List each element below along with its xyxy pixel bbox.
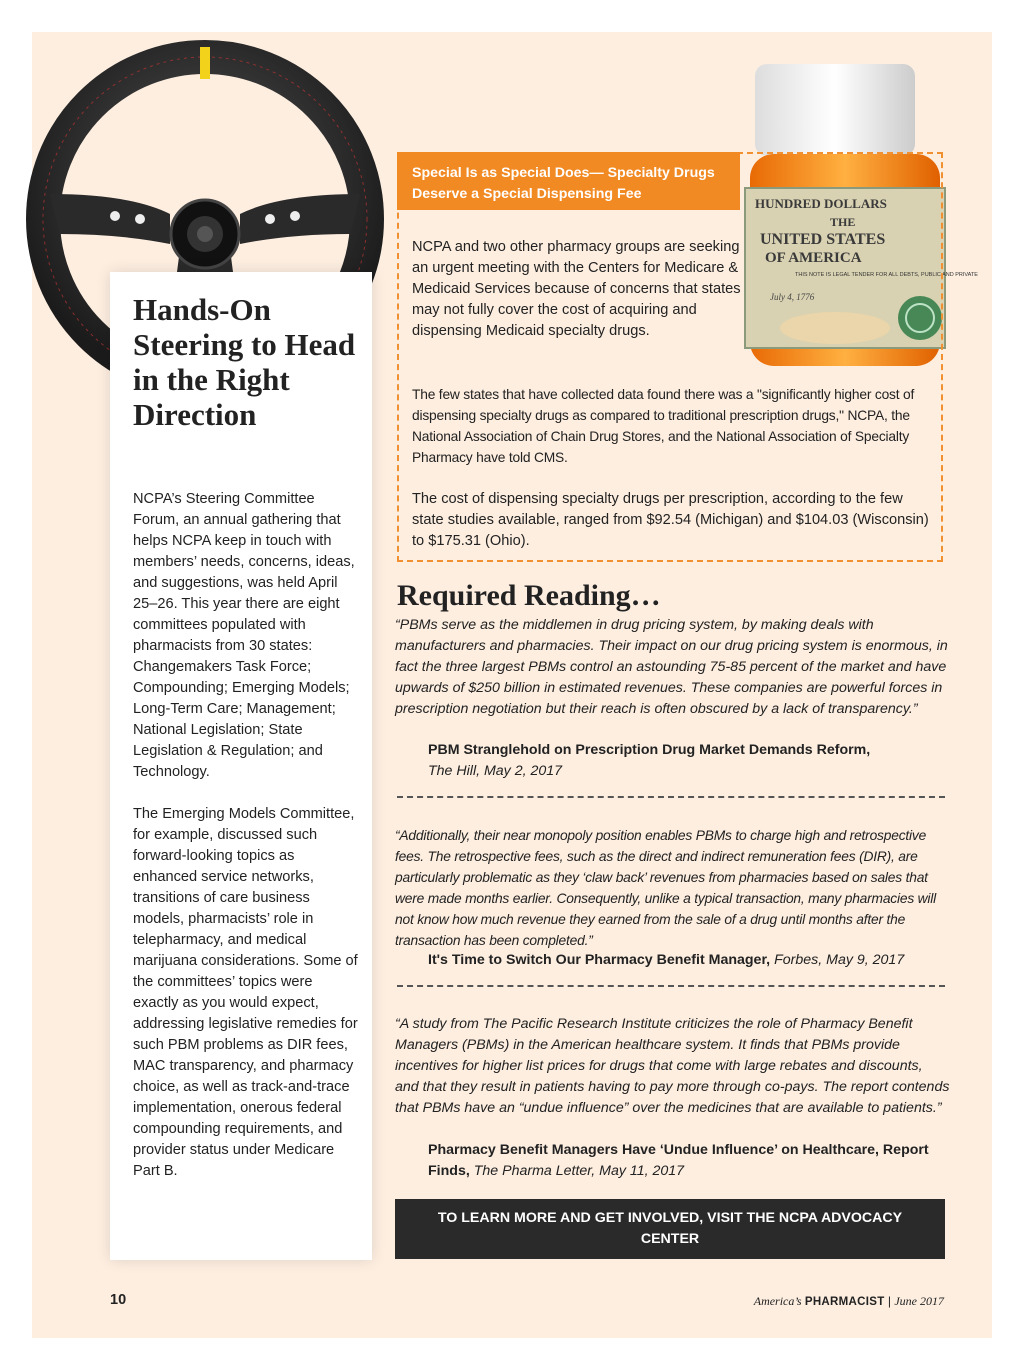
magazine-prefix: America’s [753,1294,802,1308]
bill-text-6: July 4, 1776 [770,292,815,302]
quote-2-source-title: It's Time to Switch Our Pharmacy Benefit Manager, [428,952,771,968]
footer-separator: | [887,1294,891,1308]
quote-2-source [428,950,948,971]
special-box-paragraph-1: NCPA and two other pharmacy groups are seeking an urgent meeting with the Centers for Medicare & Medicaid Services because of concerns that states may not fully cover the cost of acquiring and dispensing Medicaid specialty drugs. [412,239,741,339]
left-article-paragraph: The Emerging Models Committee, for example, discussed such forward-looking topics as enhanced service networks, transitions of care business models, pharmacists’ role in telepharmacy, and medical marijuana considerations. Some of the committees’ topics were exactly as you would expect, addressing legislative remedies for such PBM problems as DIR fees, MAC transparency, and pharmacy choice, as well as track-and-trace implementation, onerous federal compounding requirements, and provider status under Medicare Part B. [133,806,358,1179]
quote-1-source-pub: The Hill, May 2, 2017 [428,763,563,779]
bill-text-5: THIS NOTE IS LEGAL TENDER FOR ALL DEBTS, PUBLIC AND PRIVATE [795,272,978,278]
bill-text-2: THE [830,215,856,229]
bill-text-4: OF AMERICA [765,250,862,266]
magazine-name: PHARMACIST [804,1296,885,1308]
special-box-paragraph-3: The cost of dispensing specialty drugs per prescription, according to the few state studies available, ranged from $92.54 (Michigan) and $104.03 (Wisconsin) to $175.31 (Ohio). [412,491,929,549]
quote-3-source-pub: The Pharma Letter, May 11, 2017 [473,1163,685,1179]
page-number: 10 [110,1292,127,1308]
divider [397,985,945,987]
required-reading-title: Required Reading… [397,579,661,612]
quote-3-source-title: Pharmacy Benefit Managers Have ‘Undue Influence’ on Healthcare, Report Finds, [428,1142,929,1179]
footer-masthead [754,1294,944,1309]
quote-1-source [428,740,948,782]
left-article-title: Hands-On Steering to Head in the Right Direction [133,292,356,432]
advocacy-center-cta[interactable]: TO LEARN MORE AND GET INVOLVED, VISIT THE NCPA ADVOCACY CENTER [395,1199,945,1259]
left-article-body [133,489,361,1203]
divider [397,796,945,798]
special-box-title: Special Is as Special Does— Specialty Drugs Deserve a Special Dispensing Fee [412,165,715,202]
bill-text-3: UNITED STATES [760,231,886,248]
issue-date: June 2017 [894,1294,944,1308]
quote-1-source-title: PBM Stranglehold on Prescription Drug Market Demands Reform, [428,742,871,758]
quote-1: “PBMs serve as the middlemen in drug pricing system, by making deals with manufacturers and pharmacies. Their impact on our drug pricing system is enormous, in fact the three largest PBMs control an astounding 75-85 percent of the market and have upwards of $250 billion in estimated revenues. These companies are powerful forces in prescription negotiation but their reach is often obscured by a lack of transparency.” [395,617,948,717]
quote-2: “Additionally, their near monopoly position enables PBMs to charge high and retrospective fees. The retrospective fees, such as the direct and indirect remuneration fees (DIR), are particularly problematic as they ‘claw back’ revenues from pharmacies based on sales that were made months earlier. Consequently, unlike a typical transaction, many pharmacies will not know how much revenue they earned from the sale of a drug until months after the transaction has been completed.” [395,828,937,948]
quote-3: “A study from The Pacific Research Institute criticizes the role of Pharmacy Benefit Managers (PBMs) in the American healthcare system. It finds that PBMs provide incentives for higher list prices for drugs that come with large rebates and discounts, and that they result in patients having to pay more through co-pays. The report contends that PBMs have an “undue influence” over the medicines that are available to patients.” [395,1016,950,1116]
quote-2-source-pub: Forbes, May 9, 2017 [774,952,905,968]
quote-3-source [428,1140,948,1182]
left-article-paragraph: NCPA’s Steering Committee Forum, an annual gathering that helps NCPA keep in touch with members’ needs, concerns, ideas, and suggestions, was held April 25–26. This year there are eight committees populated with pharmacists from 30 states: Changemakers Task Force; Compounding; Emerging Models; Long-Term Care; Management; National Legislation; State Legislation & Regulation; and Technology. [133,491,355,780]
bill-text-1: HUNDRED DOLLARS [755,196,887,211]
special-box-paragraph-2: The few states that have collected data found there was a "significantly higher cost of dispensing specialty drugs as compared to traditional prescription drugs," NCPA, the National Association of Chain Drug Stores, and the National Association of Specialty Pharmacy have told CMS. [412,387,915,465]
